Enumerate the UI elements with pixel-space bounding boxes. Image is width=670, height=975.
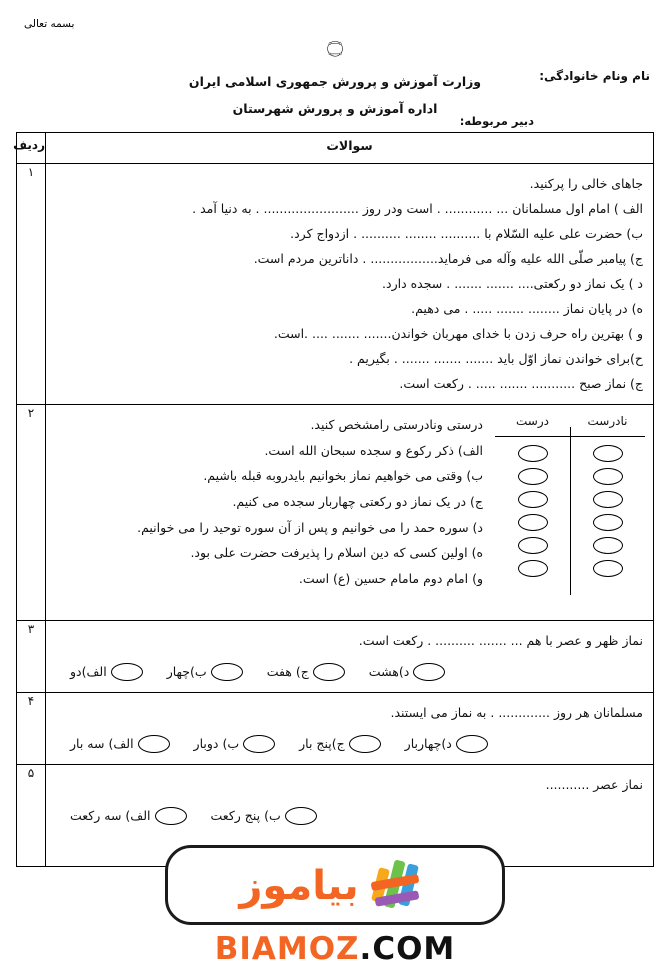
question-2-item-f: و) امام دوم مامام حسین (ع) است. — [298, 570, 483, 586]
question-3-choice-b-label: ب)چهار — [166, 664, 207, 679]
question-3-choice-d-oval[interactable] — [413, 663, 445, 681]
question-2-item-d: د) سوره حمد را می خوانیم و پس از آن سوره توحید را می خوانیم. — [137, 519, 483, 535]
question-2-item-e: ه) اولین کسی که دین اسلام را پذیرفت حضرت علی بود. — [190, 545, 483, 561]
question-1-item-g: ح)برای خواندن نماز اوّل باید ....... ....... ....... . بگیریم . — [349, 351, 643, 366]
question-3-choice-c-oval[interactable] — [313, 663, 345, 681]
tf-f-true-oval[interactable] — [518, 560, 548, 577]
question-4-choice-b-label: ب) دوبار — [193, 736, 240, 751]
question-1-title: جاهای خالی را پرکنید. — [529, 176, 643, 191]
tf-d-false-oval[interactable] — [593, 514, 623, 531]
table-row — [17, 164, 654, 405]
question-1-item-c: ج) پیامبر صلّی الله علیه وآله می فرماید................. . داناترین مردم است. — [253, 251, 643, 266]
question-5-choices — [56, 803, 643, 828]
question-3-choices — [56, 659, 643, 684]
question-5-number: ۵ — [17, 765, 46, 867]
question-3-choice-d[interactable] — [367, 659, 449, 684]
question-3-choice-a[interactable] — [68, 659, 147, 684]
question-3-choice-a-label: الف)دو — [70, 664, 107, 679]
question-2-body — [46, 405, 654, 621]
tf-a-false-cell — [574, 440, 642, 465]
question-4-choice-d[interactable] — [403, 731, 492, 756]
exam-table — [13, 132, 654, 867]
watermark-box — [165, 845, 505, 925]
table-row — [17, 621, 654, 693]
tf-b-true-oval[interactable] — [518, 468, 548, 485]
question-5-choice-b[interactable] — [209, 803, 321, 828]
question-4-choice-c-oval[interactable] — [349, 735, 381, 753]
page-header — [16, 14, 654, 132]
question-4-choice-a[interactable] — [68, 731, 174, 756]
watermark — [165, 845, 505, 967]
question-4-choice-c[interactable] — [297, 731, 385, 756]
question-4-choice-b[interactable] — [192, 731, 280, 756]
tf-c-false-oval[interactable] — [593, 491, 623, 508]
table-row — [17, 405, 654, 621]
question-2-item-c: ج) در یک نماز دو رکعتی چهاربار سجده می کنیم. — [232, 493, 483, 509]
question-4-body — [46, 693, 654, 765]
question-5-choice-a-label: الف) سه رکعت — [70, 808, 151, 823]
tf-c-true-cell — [499, 486, 567, 511]
basmala-text: بسمه تعالی — [24, 18, 75, 30]
tf-b-false-oval[interactable] — [593, 468, 623, 485]
column-header-row: ردیف — [17, 133, 46, 164]
question-3-choice-c-label: ج) هفت — [266, 664, 309, 679]
tf-f-false-oval[interactable] — [593, 560, 623, 577]
question-2-title: درستی ونادرستی رامشخص کنید. — [310, 417, 483, 432]
question-2-item-b: ب) وقتی می خواهیم نماز بخوانیم بایدروبه قبله باشیم. — [203, 468, 483, 484]
question-4-choice-a-oval[interactable] — [138, 735, 170, 753]
tf-f-true-cell — [499, 555, 567, 580]
question-1-item-h: ج) نماز صبح ........... ....... ..... . رکعت است. — [399, 376, 643, 391]
ministry-line: وزارت آموزش و پرورش جمهوری اسلامی ایران — [188, 74, 482, 89]
question-2-item-a: الف) ذکر رکوع و سجده سبحان الله است. — [264, 442, 483, 458]
question-3-choice-d-label: د)هشت — [368, 664, 410, 679]
question-2-number: ۲ — [17, 405, 46, 621]
table-row — [17, 693, 654, 765]
question-4-choice-d-oval[interactable] — [456, 735, 488, 753]
teacher-label: دبیر مربوطه: — [459, 114, 534, 128]
tf-e-false-oval[interactable] — [593, 537, 623, 554]
question-5-choice-a-oval[interactable] — [155, 807, 187, 825]
tf-c-true-oval[interactable] — [518, 491, 548, 508]
watermark-brand-tld: .COM — [359, 931, 456, 967]
tf-e-true-oval[interactable] — [518, 537, 548, 554]
question-1-body — [46, 164, 654, 405]
header-true: درست — [516, 414, 549, 428]
question-1-item-e: ه) در پایان نماز ........ ....... ..... . می دهیم. — [411, 301, 643, 316]
question-5-choice-b-label: ب) پنج رکعت — [210, 808, 281, 823]
header-false: نادرست — [587, 414, 628, 428]
tf-d-false-cell — [574, 509, 642, 534]
question-1-item-b: ب) حضرت علی علیه السّلام با .......... ........ .......... . ازدواج کرد. — [290, 226, 643, 241]
question-1-item-a: الف ) امام اول مسلمانان ... ............ . است ودر روز ........................ . به دنیا آمد . — [192, 201, 643, 216]
tf-a-false-oval[interactable] — [593, 445, 623, 462]
tf-a-true-oval[interactable] — [518, 445, 548, 462]
column-header-questions: سوالات — [46, 133, 654, 164]
iran-emblem-icon: ۝ — [327, 28, 343, 59]
office-line: اداره آموزش و پرورش شهرستان — [232, 101, 438, 116]
question-5-choice-a[interactable] — [68, 803, 191, 828]
tf-b-true-cell — [499, 463, 567, 488]
question-3-title: نماز ظهر و عصر با هم ... ....... .......... . رکعت است. — [358, 633, 643, 648]
true-false-divider — [570, 427, 571, 595]
watermark-brand-en-row — [165, 931, 505, 967]
biamoz-hash-icon — [369, 858, 431, 914]
question-4-title: مسلمانان هر روز ............. . به نماز می ایستند. — [390, 705, 643, 720]
tf-b-false-cell — [574, 463, 642, 488]
question-4-number: ۴ — [17, 693, 46, 765]
question-4-choice-c-label: ج)پنج بار — [299, 736, 345, 751]
question-4-choice-b-oval[interactable] — [243, 735, 275, 753]
tf-d-true-oval[interactable] — [518, 514, 548, 531]
table-header-row — [17, 133, 654, 164]
question-3-choice-b-oval[interactable] — [211, 663, 243, 681]
watermark-brand-en: BIAMOZ — [214, 931, 360, 967]
question-2-text-block — [56, 412, 483, 591]
question-5-choice-b-oval[interactable] — [285, 807, 317, 825]
question-3-body — [46, 621, 654, 693]
question-3-choice-a-oval[interactable] — [111, 663, 143, 681]
question-3-choice-c[interactable] — [265, 659, 349, 684]
question-4-choice-d-label: د)چهاربار — [404, 736, 452, 751]
tf-e-false-cell — [574, 532, 642, 557]
student-name-label: نام ونام خانوادگی: — [539, 69, 650, 83]
question-1-item-f: و ) بهترین راه حرف زدن با خدای مهربان خواندن....... ....... .... .است. — [273, 326, 643, 341]
question-1-number: ۱ — [17, 164, 46, 405]
tf-c-false-cell — [574, 486, 642, 511]
tf-f-false-cell — [574, 555, 642, 580]
question-1-item-d: د ) یک نماز دو رکعتی.... ....... ....... . سجده دارد. — [382, 276, 643, 291]
question-4-choice-a-label: الف) سه بار — [70, 736, 134, 751]
tf-e-true-cell — [499, 532, 567, 557]
question-3-number: ۳ — [17, 621, 46, 693]
tf-d-true-cell — [499, 509, 567, 534]
watermark-brand-fa: بیاموز — [239, 863, 359, 909]
question-4-choices — [56, 731, 643, 756]
question-3-choice-b[interactable] — [165, 659, 247, 684]
question-5-title: نماز عصر ........... — [545, 777, 643, 792]
tf-a-true-cell — [499, 440, 567, 465]
